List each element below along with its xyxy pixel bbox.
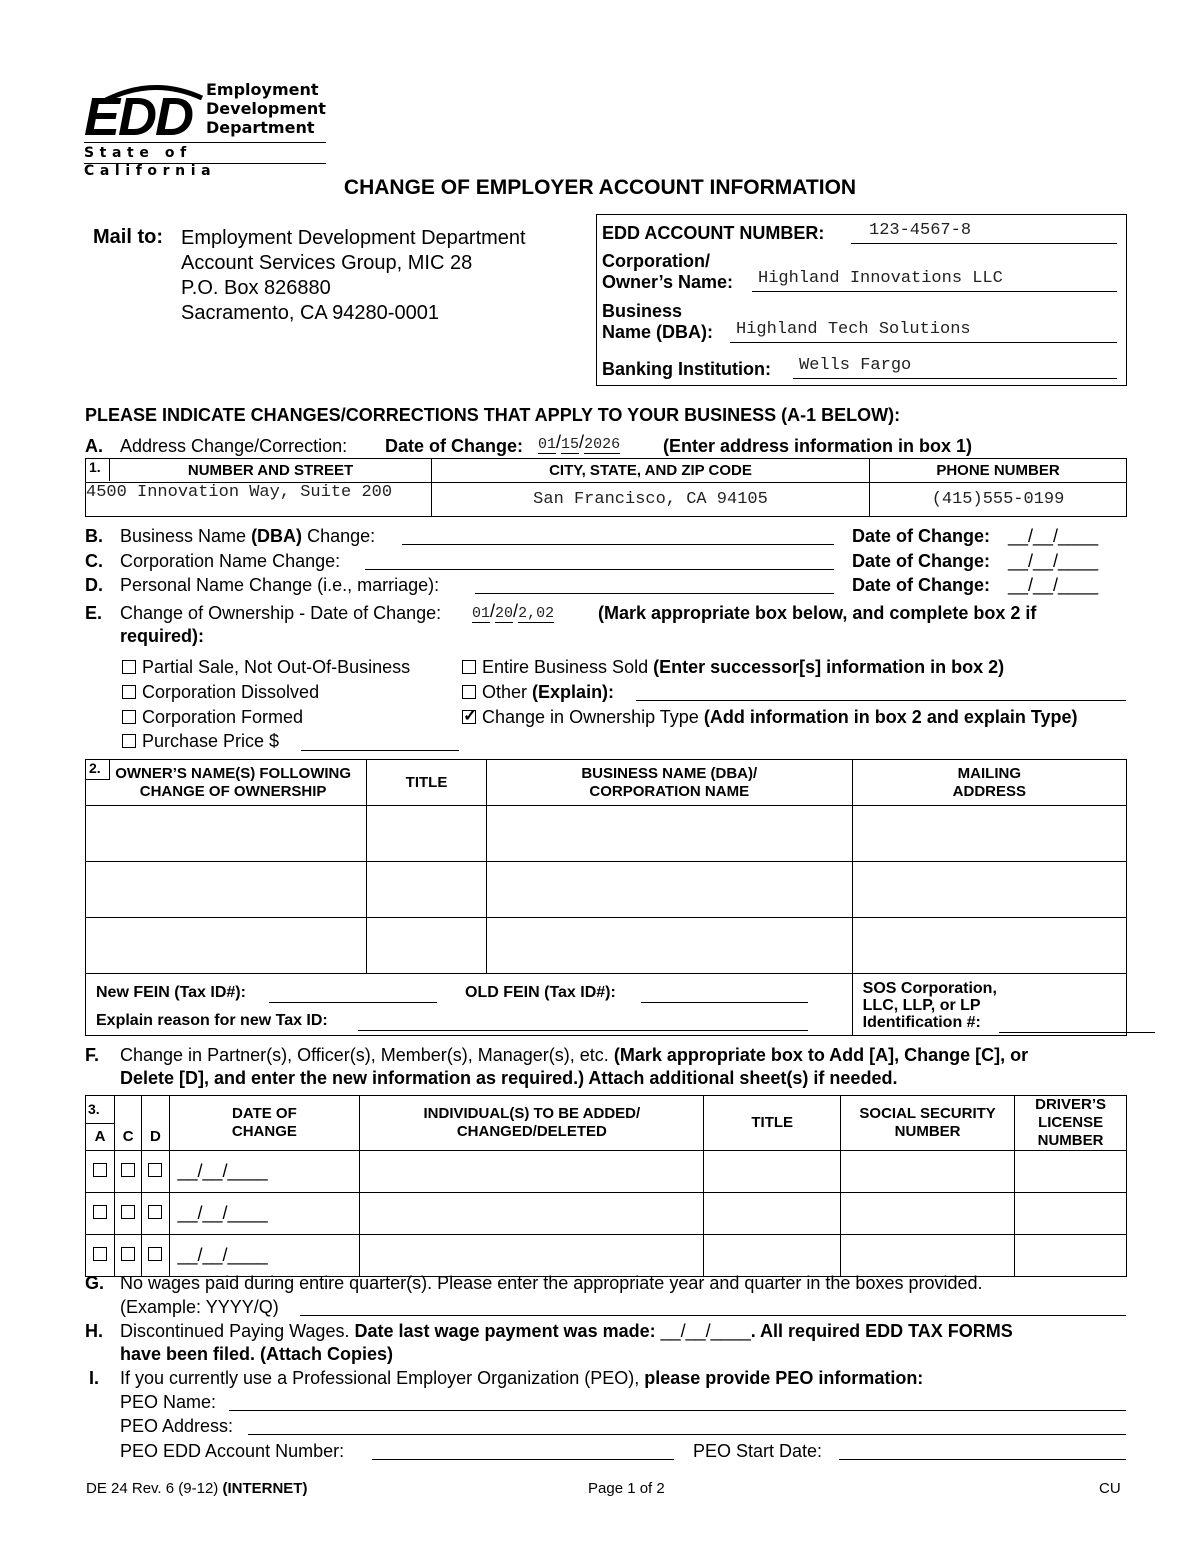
dissolved-label: Corporation Dissolved [142,682,320,702]
box2-header-owner-label: OWNER’S NAME(S) FOLLOWING CHANGE OF OWNERSHIP [115,764,352,800]
sos-field[interactable] [999,1016,1155,1033]
box3-ssn-cell[interactable] [841,1151,1015,1193]
section-e-day: 20 [495,605,514,622]
section-c-label: Corporation Name Change: [120,551,341,571]
section-d-letter: D. [85,575,103,595]
box3-title-cell[interactable] [704,1151,841,1193]
box3-change-checkbox[interactable] [121,1163,135,1177]
box3-license-cell[interactable] [1015,1193,1127,1235]
section-h-line2: have been filed. (Attach Copies) [120,1344,394,1364]
box1-table [85,458,1127,517]
section-f-letter: F. [85,1045,100,1065]
option-other[interactable] [462,682,614,703]
box3-title-cell[interactable] [704,1235,841,1277]
box3-individual-cell[interactable] [360,1193,704,1235]
page-title: CHANGE OF EMPLOYER ACCOUNT INFORMATION [343,176,857,199]
box2-number: 2. [86,760,110,780]
footer-form-bold: (INTERNET) [222,1480,308,1497]
box3-d-cell[interactable] [142,1193,169,1235]
section-f-bold-1: (Mark appropriate box to Add [A], Change [C], or [613,1045,1029,1065]
edd-logo-line2: Development [206,99,326,118]
edd-logo-rule [84,142,326,143]
section-e-label: Change of Ownership - Date of Change: [120,603,442,623]
box2-header-title: TITLE [367,760,487,806]
box3-header-a: A [86,1123,115,1151]
box3-license-cell[interactable] [1015,1151,1127,1193]
ownership-type-note: (Add information in box 2 and explain Type) [703,707,1078,727]
section-h-bold-2: . All required EDD TAX FORMS [750,1321,1013,1341]
section-a-year: 2026 [584,436,621,453]
box3-individual-cell[interactable] [360,1151,704,1193]
section-a-date-label: Date of Change: [385,436,524,456]
peo-name-label: PEO Name: [120,1392,217,1412]
section-c-date-field[interactable]: __/__/____ [1008,551,1099,571]
peo-name-field[interactable] [229,1390,1126,1411]
section-c-letter: C. [85,551,103,571]
owner-label-1: Corporation/ [602,251,710,271]
box2-cell[interactable] [852,918,1126,974]
old-fein-field[interactable] [641,984,808,1003]
box3-row [86,1193,1127,1235]
box3-add-checkbox[interactable] [93,1163,107,1177]
section-h-text [120,1321,1013,1342]
box2-sos-cell [852,974,1126,1036]
mail-to-label: Mail to: [93,226,163,248]
section-g-letter: G. [85,1273,105,1293]
box3-change-checkbox[interactable] [121,1247,135,1261]
box3-add-checkbox[interactable] [93,1205,107,1219]
section-d-label: Personal Name Change (i.e., marriage): [120,575,440,595]
box2-header-owner [86,760,367,806]
section-g-field[interactable] [300,1295,1126,1316]
ownership-type-label: Change in Ownership Type [482,707,699,727]
option-formed[interactable] [122,707,303,728]
peo-account-label: PEO EDD Account Number: [120,1441,345,1461]
edd-logo [84,78,329,179]
section-h-bold: Date last wage payment was made: [354,1321,656,1341]
mail-to-line: Employment Development Department [181,227,526,249]
section-f-text-main: Change in Partner(s), Officer(s), Member(s), Manager(s), etc. [120,1045,609,1065]
section-d-field[interactable] [475,573,834,594]
footer-page: Page 1 of 2 [588,1480,665,1497]
section-i-text-main: If you currently use a Professional Employer Organization (PEO), [120,1368,640,1388]
box1-header-street-label: NUMBER AND STREET [187,461,354,479]
box3-delete-checkbox[interactable] [148,1205,162,1219]
business-name-field[interactable] [730,320,1117,343]
box3-c-cell[interactable] [115,1193,142,1235]
box3-row [86,1151,1127,1193]
section-i-letter: I. [89,1368,100,1388]
box2-cell[interactable] [852,806,1126,862]
entire-sold-checkbox[interactable] [462,660,476,674]
edd-logo-rule-bottom [84,163,326,164]
box1-phone-value: (415)555-0199 [931,490,1065,509]
owner-name-value: Highland Innovations LLC [758,269,1003,288]
formed-label: Corporation Formed [142,707,304,727]
bank-field[interactable] [793,356,1117,379]
box1-phone-cell[interactable] [870,483,1127,517]
option-purchase-price[interactable] [122,731,279,752]
box3-date-cell[interactable]: __/__/____ [169,1235,360,1277]
footer-form-id [86,1480,307,1497]
other-label: Other [482,682,528,702]
option-entire-sold[interactable] [462,657,1004,678]
old-fein-label: OLD FEIN (Tax ID#): [465,984,616,1001]
new-fein-field[interactable] [269,984,437,1003]
box3-number: 3. [86,1096,115,1124]
section-f-bold-2: Delete [D], and enter the new information as required.) Attach additional sheet(s) if needed. [120,1068,898,1088]
box3-header-ssn: SOCIAL SECURITY NUMBER [841,1096,1015,1151]
box2-cell[interactable] [367,862,487,918]
explain-label: Explain reason for new Tax ID: [96,1012,328,1029]
partial-sale-label: Partial Sale, Not Out-Of-Business [142,657,411,677]
purchase-price-field[interactable] [301,730,459,751]
purchase-price-label: Purchase Price $ [142,731,280,751]
box3-change-checkbox[interactable] [121,1205,135,1219]
box2-cell[interactable] [367,918,487,974]
peo-account-field[interactable] [372,1439,674,1460]
section-h-date-field[interactable]: __/__/____ [660,1321,751,1341]
section-g-line2: (Example: YYYY/Q) [120,1297,279,1317]
owner-label-2: Owner’s Name: [602,272,734,292]
box3-date-cell[interactable]: __/__/____ [169,1151,360,1193]
purchase-price-checkbox[interactable] [122,734,136,748]
footer-form: DE 24 Rev. 6 (9-12) [86,1480,223,1497]
box3-add-checkbox[interactable] [93,1247,107,1261]
section-b-label [120,526,375,547]
box3-c-cell[interactable] [115,1151,142,1193]
box1-street-value: 4500 Innovation Way, Suite 200 [86,483,393,502]
option-dissolved[interactable] [122,682,319,703]
box2-fein-cell [86,974,853,1036]
box2-table [85,759,1127,1036]
section-a-month: 01 [538,436,557,453]
section-e-note-2: required): [120,626,205,646]
box3-spacer [115,1096,142,1124]
box3-header-license: DRIVER’S LICENSE NUMBER [1015,1096,1127,1151]
box2-cell[interactable] [852,862,1126,918]
box2-cell[interactable] [86,862,367,918]
box3-individual-cell[interactable] [360,1235,704,1277]
box3-date-cell[interactable]: __/__/____ [169,1193,360,1235]
business-label-1: Business [602,301,683,321]
mail-to-line: Account Services Group, MIC 28 [181,252,473,274]
bank-label: Banking Institution: [602,359,771,379]
box3-d-cell[interactable] [142,1151,169,1193]
business-name-value: Highland Tech Solutions [736,320,971,339]
sos-label-1: SOS Corporation, [862,980,997,997]
section-h-letter: H. [85,1321,103,1341]
peo-address-label: PEO Address: [120,1416,234,1436]
box1-header-city: CITY, STATE, AND ZIP CODE [432,459,870,483]
ownership-type-checkbox[interactable] [462,710,476,724]
box3-ssn-cell[interactable] [841,1193,1015,1235]
section-g-line1: No wages paid during entire quarter(s). Please enter the appropriate year and quarter in the boxes provided. [120,1273,983,1293]
new-fein-label: New FEIN (Tax ID#): [96,984,246,1001]
footer-code: CU [1099,1480,1121,1497]
box3-a-cell[interactable] [86,1193,115,1235]
box2-cell[interactable] [86,806,367,862]
box3-header-individual: INDIVIDUAL(S) TO BE ADDED/ CHANGED/DELETED [360,1096,704,1151]
section-f-text [120,1045,1028,1066]
sos-label-3: Identification #: [862,1014,981,1031]
account-number-value: 123-4567-8 [869,221,972,240]
section-e-letter: E. [85,603,103,623]
partial-sale-checkbox[interactable] [122,660,136,674]
box1-header-street [86,459,432,483]
peo-start-field[interactable] [839,1439,1126,1460]
dissolved-checkbox[interactable] [122,685,136,699]
box3-c-cell[interactable] [115,1235,142,1277]
account-box [596,214,1127,386]
account-number-field[interactable] [851,221,1117,244]
bank-value: Wells Fargo [799,356,912,375]
box2-header-business: BUSINESS NAME (DBA)/ CORPORATION NAME [486,760,852,806]
box2-cell[interactable] [486,918,852,974]
box3-header-c: C [115,1123,142,1151]
box1-city-value: San Francisco, CA 94105 [533,490,768,509]
section-a-day: 15 [561,436,580,453]
entire-sold-label: Entire Business Sold [482,657,649,677]
box3-a-cell[interactable] [86,1235,115,1277]
section-b-label-post: Change: [302,526,376,546]
business-label-2: Name (DBA): [602,322,714,342]
section-b-date-label: Date of Change: [852,526,991,546]
box2-cell[interactable] [86,918,367,974]
box3-a-cell[interactable] [86,1151,115,1193]
section-a-note: (Enter address information in box 1) [663,436,973,456]
section-e-year: 2,02 [518,605,555,622]
section-a-letter: A. [85,436,103,456]
section-c-field[interactable] [365,549,834,570]
peo-start-label: PEO Start Date: [693,1441,823,1461]
section-h-text-main: Discontinued Paying Wages. [120,1321,350,1341]
edd-logo-line1: Employment [206,80,319,99]
box3-d-cell[interactable] [142,1235,169,1277]
box2-header-address: MAILING ADDRESS [852,760,1126,806]
box3-header-date: DATE OF CHANGE [169,1096,360,1151]
box1-street-cell[interactable] [86,483,432,517]
box2-cell[interactable] [486,806,852,862]
mail-to-address [181,226,526,326]
option-ownership-type[interactable] [462,707,1078,728]
account-number-label: EDD ACCOUNT NUMBER: [602,223,825,243]
section-b-field[interactable] [402,524,834,545]
box3-table [85,1095,1127,1277]
box1-header-phone: PHONE NUMBER [870,459,1127,483]
box2-row [86,862,1127,918]
peo-address-field[interactable] [248,1414,1126,1435]
mail-to-line: Sacramento, CA 94280-0001 [181,302,439,324]
box1-city-cell[interactable] [432,483,870,517]
section-b-letter: B. [85,526,103,546]
other-explain-label: (Explain): [532,682,615,702]
section-e-month: 01 [472,605,491,622]
option-partial-sale[interactable] [122,657,410,678]
box2-row [86,918,1127,974]
box3-ssn-cell[interactable] [841,1235,1015,1277]
box3-license-cell[interactable] [1015,1235,1127,1277]
section-i-text [120,1368,923,1389]
box2-cell[interactable] [486,862,852,918]
edd-logo-abbr: EDD [84,87,193,147]
formed-checkbox[interactable] [122,710,136,724]
section-b-date-field[interactable]: __/__/____ [1008,526,1099,546]
section-b-label-bold: (DBA) [251,526,303,546]
section-d-date-field[interactable]: __/__/____ [1008,575,1099,595]
section-d-date-label: Date of Change: [852,575,991,595]
mail-to-line: P.O. Box 826880 [181,277,331,299]
indicate-heading: PLEASE INDICATE CHANGES/CORRECTIONS THAT APPLY TO YOUR BUSINESS (A-1 BELOW): [85,405,901,425]
box1-number: 1. [86,459,110,481]
box3-title-cell[interactable] [704,1193,841,1235]
explain-field[interactable] [358,1012,808,1031]
section-b-label-pre: Business Name [120,526,252,546]
box3-delete-checkbox[interactable] [148,1247,162,1261]
entire-sold-note: (Enter successor[s] information in box 2) [653,657,1005,677]
owner-name-field[interactable] [752,269,1117,292]
edd-logo-state: State of California [84,145,217,179]
section-e-date-field[interactable]: 01/20/2,02 [472,601,555,622]
sos-label-2: LLC, LLP, or LP [862,997,981,1014]
other-checkbox[interactable] [462,685,476,699]
section-i-bold: please provide PEO information: [644,1368,924,1388]
box3-header-title: TITLE [704,1096,841,1151]
box2-row [86,806,1127,862]
other-explain-field[interactable] [636,680,1126,701]
section-c-date-label: Date of Change: [852,551,991,571]
box3-spacer [142,1096,169,1124]
section-e-note-1: (Mark appropriate box below, and complete box 2 if [598,603,1037,623]
box2-cell[interactable] [367,806,487,862]
box3-delete-checkbox[interactable] [148,1163,162,1177]
edd-logo-line3: Department [206,118,315,137]
section-a-label: Address Change/Correction: [120,436,348,456]
box3-header-d: D [142,1123,169,1151]
section-a-date-field[interactable]: 01/15/2026 [538,432,621,453]
box3-row [86,1235,1127,1277]
